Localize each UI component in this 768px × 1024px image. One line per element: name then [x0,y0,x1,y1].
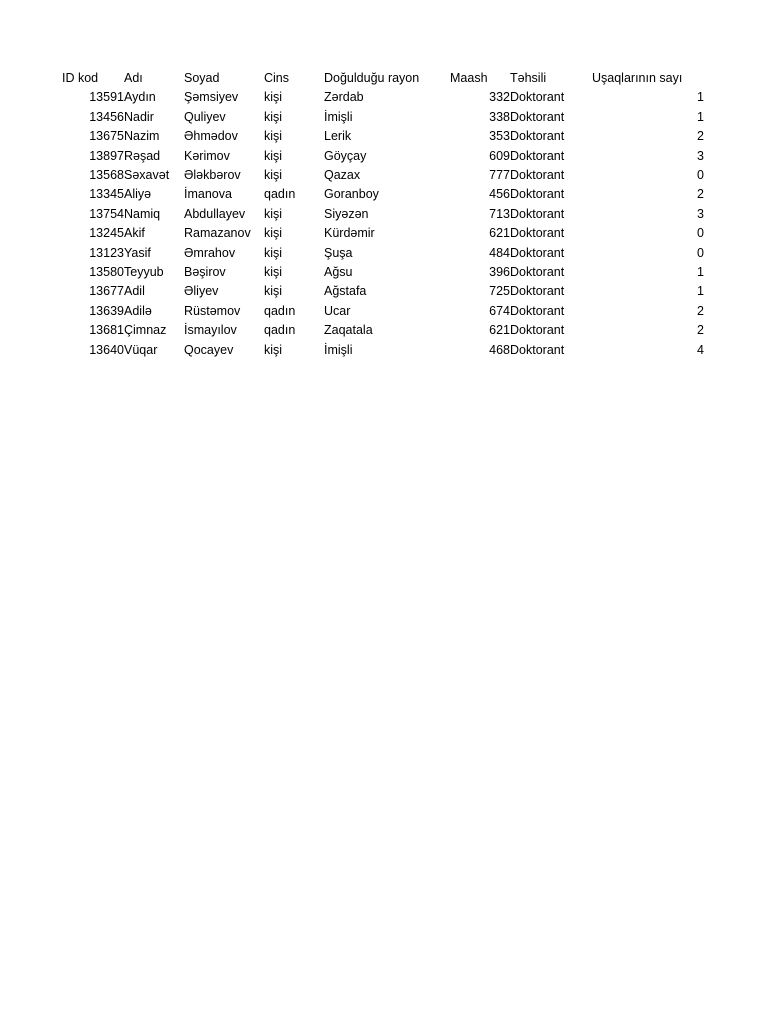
cell-id[interactable]: 13640 [89,342,124,357]
cell-id[interactable]: 13591 [89,90,124,105]
header-row [62,69,704,88]
cell-children[interactable]: 1 [697,265,704,280]
cell-surname[interactable]: Əliyev [184,284,219,299]
cell-district[interactable]: Goranboy [324,187,379,202]
cell-name[interactable]: Səxavət [124,168,170,183]
table-row [62,244,704,263]
cell-surname[interactable]: Bəşirov [184,265,226,280]
cell-education[interactable]: Doktorant [510,284,565,299]
cell-id[interactable]: 13897 [89,148,124,163]
header-id[interactable]: ID kod [62,71,99,85]
table-header [62,69,704,88]
cell-salary[interactable]: 621 [489,323,510,338]
table-row [62,341,704,360]
cell-salary[interactable]: 484 [489,245,510,260]
cell-salary[interactable]: 396 [489,265,510,280]
cell-surname[interactable]: İmanova [184,187,232,202]
cell-district[interactable]: Siyəzən [324,206,369,221]
cell-name[interactable]: Nadir [124,109,154,124]
cell-education[interactable]: Doktorant [510,245,565,260]
cell-education[interactable]: Doktorant [510,90,565,105]
cell-name[interactable]: Namiq [124,206,161,221]
cell-children[interactable]: 0 [697,168,704,183]
cell-salary[interactable]: 468 [489,342,510,357]
cell-children[interactable]: 2 [697,303,704,318]
cell-children[interactable]: 0 [697,226,704,241]
table-body [62,88,704,360]
cell-children[interactable]: 3 [697,206,704,221]
cell-district[interactable]: Kürdəmir [324,226,375,241]
cell-salary[interactable]: 338 [489,109,510,124]
cell-name[interactable]: Adilə [124,303,152,318]
table-row [62,224,704,243]
cell-salary[interactable]: 713 [489,206,510,221]
table-row [62,108,704,127]
cell-children[interactable]: 4 [697,342,704,357]
cell-district[interactable]: Şuşa [324,245,353,260]
table-row [62,263,704,282]
cell-children[interactable]: 1 [697,90,704,105]
table-row [62,88,704,107]
cell-name[interactable]: Çimnaz [124,323,167,338]
cell-name[interactable]: Adil [124,284,145,299]
cell-surname[interactable]: Qocayev [184,342,234,357]
header-surname[interactable]: Soyad [184,71,220,85]
cell-gender[interactable]: kişi [264,109,283,124]
cell-education[interactable]: Doktorant [510,206,565,221]
cell-gender[interactable]: qadın [264,303,296,318]
cell-children[interactable]: 2 [697,129,704,144]
cell-children[interactable]: 3 [697,148,704,163]
cell-id[interactable]: 13639 [89,303,124,318]
cell-surname[interactable]: Quliyev [184,109,226,124]
cell-salary[interactable]: 456 [489,187,510,202]
table-row [62,302,704,321]
cell-surname[interactable]: Ələkbərov [184,168,241,183]
header-district[interactable]: Doğulduğu rayon [324,71,420,85]
cell-id[interactable]: 13754 [89,206,124,221]
cell-id[interactable]: 13580 [89,265,124,280]
cell-children[interactable]: 0 [697,245,704,260]
cell-district[interactable]: Zaqatala [324,323,373,338]
cell-education[interactable]: Doktorant [510,148,565,163]
cell-education[interactable]: Doktorant [510,168,565,183]
cell-name[interactable]: Vüqar [124,342,158,357]
cell-education[interactable]: Doktorant [510,187,565,202]
table-row [62,185,704,204]
cell-gender[interactable]: qadın [264,323,296,338]
cell-education[interactable]: Doktorant [510,342,565,357]
cell-children[interactable]: 1 [697,109,704,124]
cell-children[interactable]: 1 [697,284,704,299]
cell-id[interactable]: 13245 [89,226,124,241]
cell-gender[interactable]: kişi [264,90,283,105]
cell-gender[interactable]: kişi [264,284,283,299]
cell-id[interactable]: 13123 [89,245,124,260]
cell-name[interactable]: Aydın [124,90,156,105]
cell-gender[interactable]: kişi [264,226,283,241]
cell-id[interactable]: 13681 [89,323,124,338]
cell-gender[interactable]: kişi [264,129,283,144]
employee-table [62,69,704,360]
cell-name[interactable]: Teyyub [124,265,164,280]
cell-surname[interactable]: Əmrahov [184,245,236,260]
cell-district[interactable]: Qazax [324,168,361,183]
cell-education[interactable]: Doktorant [510,323,565,338]
cell-children[interactable]: 2 [697,323,704,338]
cell-salary[interactable]: 609 [489,148,510,163]
header-education[interactable]: Təhsili [510,71,547,85]
cell-salary[interactable]: 777 [489,168,510,183]
cell-surname[interactable]: İsmayılov [184,323,237,338]
cell-surname[interactable]: Əhmədov [184,129,238,144]
cell-salary[interactable]: 353 [489,129,510,144]
cell-district[interactable]: Ucar [324,303,351,318]
cell-salary[interactable]: 332 [489,90,510,105]
table-row [62,282,704,301]
cell-id[interactable]: 13675 [89,129,124,144]
table-row [62,166,704,185]
table-row [62,205,704,224]
cell-salary[interactable]: 621 [489,226,510,241]
cell-name[interactable]: Rəşad [124,148,161,163]
cell-education[interactable]: Doktorant [510,109,565,124]
table-row [62,321,704,340]
cell-district[interactable]: Zərdab [324,90,364,105]
cell-district[interactable]: Göyçay [324,148,367,163]
cell-salary[interactable]: 674 [489,303,510,318]
cell-district[interactable]: Lerik [324,129,352,144]
header-salary[interactable]: Maash [450,71,488,85]
cell-gender[interactable]: qadın [264,187,296,202]
cell-gender[interactable]: kişi [264,148,283,163]
cell-surname[interactable]: Şəmsiyev [184,90,239,105]
cell-gender[interactable]: kişi [264,342,283,357]
cell-district[interactable]: Ağstafa [324,284,367,299]
header-children[interactable]: Uşaqlarının sayı [592,71,683,85]
cell-id[interactable]: 13456 [89,109,124,124]
cell-district[interactable]: İmişli [324,342,353,357]
cell-name[interactable]: Aliyə [124,187,152,202]
cell-name[interactable]: Yasif [124,245,151,260]
cell-district[interactable]: Ağsu [324,265,353,280]
cell-id[interactable]: 13568 [89,168,124,183]
cell-name[interactable]: Nazim [124,129,160,144]
cell-id[interactable]: 13677 [89,284,124,299]
cell-name[interactable]: Akif [124,226,145,241]
cell-surname[interactable]: Rüstəmov [184,303,241,318]
header-gender[interactable]: Cins [264,71,290,85]
cell-education[interactable]: Doktorant [510,303,565,318]
cell-education[interactable]: Doktorant [510,129,565,144]
cell-district[interactable]: İmişli [324,109,353,124]
table-row [62,147,704,166]
cell-gender[interactable]: kişi [264,206,283,221]
cell-gender[interactable]: kişi [264,245,283,260]
cell-education[interactable]: Doktorant [510,226,565,241]
cell-education[interactable]: Doktorant [510,265,565,280]
cell-surname[interactable]: Kərimov [184,148,230,163]
table-row [62,127,704,146]
cell-children[interactable]: 2 [697,187,704,202]
cell-surname[interactable]: Abdullayev [184,206,246,221]
cell-surname[interactable]: Ramazanov [184,226,251,241]
cell-gender[interactable]: kişi [264,168,283,183]
cell-salary[interactable]: 725 [489,284,510,299]
cell-id[interactable]: 13345 [89,187,124,202]
header-name[interactable]: Adı [124,71,143,85]
cell-gender[interactable]: kişi [264,265,283,280]
